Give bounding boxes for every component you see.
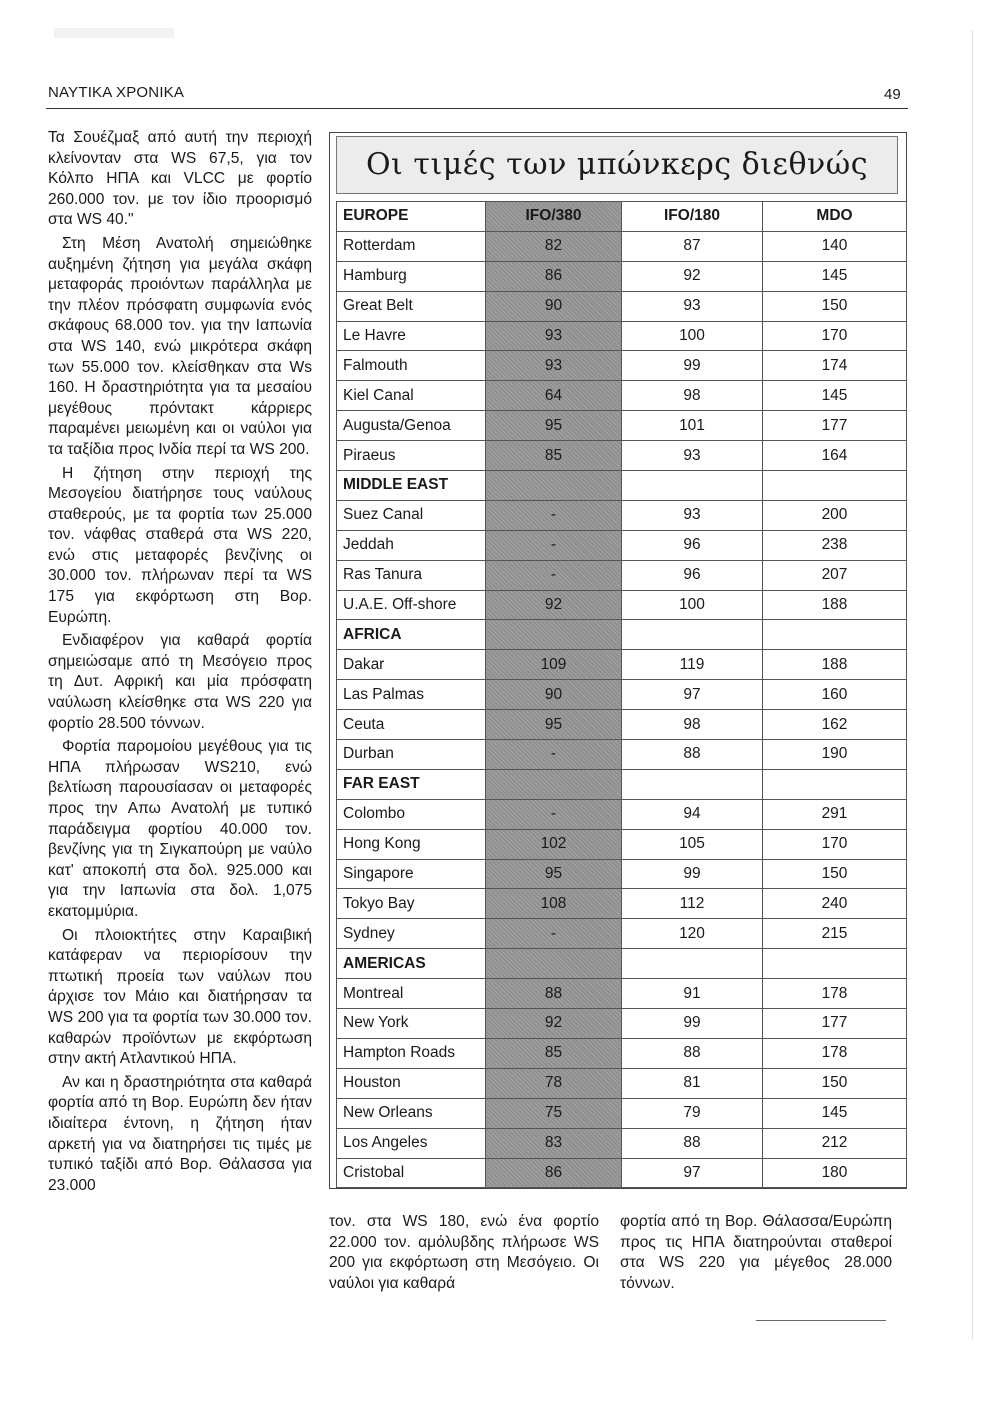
ifo180-price-cell: 112 bbox=[622, 889, 763, 919]
table-row bbox=[337, 859, 907, 889]
ifo180-price-cell: 119 bbox=[622, 650, 763, 680]
ifo180-price-cell: 97 bbox=[622, 680, 763, 710]
port-name-cell: Las Palmas bbox=[337, 680, 486, 710]
mdo-price-cell: 180 bbox=[763, 1158, 907, 1188]
table-row bbox=[337, 351, 907, 381]
ifo180-price-cell: 99 bbox=[622, 859, 763, 889]
mdo-price-cell: 178 bbox=[763, 979, 907, 1009]
paragraph: Φορτία παρομοίου μεγέθους για τις ΗΠΑ πλήρωσαν WS210, ενώ βελτίωση παρουσίασαν οι μεταφορές προς την Απω Ανατολή με τυπικό παράδειγμα φορτίου 40.000 τον. βενζίνης για τη Σιγκαπούρη με ναύλο κατ' αποκοπή στα δολ. 925.000 και για την Ιαπωνία στα δολ. 1,075 εκατομμύρια. bbox=[48, 738, 312, 920]
table-row bbox=[337, 590, 907, 620]
table-row bbox=[337, 1158, 907, 1188]
port-name-cell: Singapore bbox=[337, 859, 486, 889]
ifo180-price-cell: 99 bbox=[622, 351, 763, 381]
empty-cell bbox=[486, 620, 622, 650]
empty-cell bbox=[486, 471, 622, 501]
column-header-mdo: MDO bbox=[763, 202, 907, 232]
table-row bbox=[337, 740, 907, 770]
port-name-cell: Sydney bbox=[337, 919, 486, 949]
table-row bbox=[337, 530, 907, 560]
ifo180-price-cell: 96 bbox=[622, 560, 763, 590]
bunker-prices-table bbox=[336, 201, 907, 1188]
table-row bbox=[337, 650, 907, 680]
port-name-cell: Dakar bbox=[337, 650, 486, 680]
port-name-cell: Colombo bbox=[337, 799, 486, 829]
mdo-price-cell: 164 bbox=[763, 441, 907, 471]
table-row bbox=[337, 291, 907, 321]
port-name-cell: Houston bbox=[337, 1068, 486, 1098]
section-label: FAR EAST bbox=[337, 769, 486, 799]
empty-cell bbox=[763, 949, 907, 979]
empty-cell bbox=[486, 769, 622, 799]
ifo180-price-cell: 91 bbox=[622, 979, 763, 1009]
page-number: 49 bbox=[884, 86, 901, 103]
table-row bbox=[337, 829, 907, 859]
table-row bbox=[337, 1098, 907, 1128]
port-name-cell: Ras Tanura bbox=[337, 560, 486, 590]
mdo-price-cell: 238 bbox=[763, 530, 907, 560]
mdo-price-cell: 174 bbox=[763, 351, 907, 381]
mdo-price-cell: 145 bbox=[763, 261, 907, 291]
ifo380-price-cell: 86 bbox=[486, 1158, 622, 1188]
ifo380-price-cell: 90 bbox=[486, 680, 622, 710]
table-row bbox=[337, 441, 907, 471]
empty-cell bbox=[622, 769, 763, 799]
ifo380-price-cell: - bbox=[486, 530, 622, 560]
column-header-ifo180: IFO/180 bbox=[622, 202, 763, 232]
port-name-cell: Durban bbox=[337, 740, 486, 770]
ifo180-price-cell: 81 bbox=[622, 1068, 763, 1098]
mdo-price-cell: 291 bbox=[763, 799, 907, 829]
paragraph: Οι πλοιοκτήτες στην Καραιβική κατάφεραν να περιορίσουν την πτωτική προεία των ναύλων που άρχισε τον Μάιο και διατήρησαν τα WS 200 για τα φορτία των 30.000 τον. καθαρών προϊόντων με εκφόρτωση στην ακτή Ατλαντικού ΗΠΑ. bbox=[48, 926, 312, 1068]
port-name-cell: Hamburg bbox=[337, 261, 486, 291]
port-name-cell: Hong Kong bbox=[337, 829, 486, 859]
mdo-price-cell: 145 bbox=[763, 381, 907, 411]
ifo180-price-cell: 92 bbox=[622, 261, 763, 291]
empty-cell bbox=[763, 620, 907, 650]
running-header-title: ΝΑΥΤΙΚΑ ΧΡΟΝΙΚΑ bbox=[48, 84, 185, 101]
table-row bbox=[337, 889, 907, 919]
port-name-cell: U.A.E. Off-shore bbox=[337, 590, 486, 620]
mdo-price-cell: 178 bbox=[763, 1038, 907, 1068]
ifo380-price-cell: 78 bbox=[486, 1068, 622, 1098]
mdo-price-cell: 160 bbox=[763, 680, 907, 710]
table-row bbox=[337, 231, 907, 261]
paragraph: Ενδιαφέρον για καθαρά φορτία σημειώσαμε από τη Μεσόγειο προς τη Δυτ. Αφρική και μία πρόσφατη ναύλωση κλείσθηκε στα WS 220 για φορτίο 28.500 τόννων. bbox=[48, 632, 312, 732]
ifo180-price-cell: 101 bbox=[622, 411, 763, 441]
mdo-price-cell: 140 bbox=[763, 231, 907, 261]
mdo-price-cell: 150 bbox=[763, 859, 907, 889]
table-row bbox=[337, 1038, 907, 1068]
ifo380-price-cell: 85 bbox=[486, 441, 622, 471]
ifo180-price-cell: 98 bbox=[622, 710, 763, 740]
ifo180-price-cell: 87 bbox=[622, 231, 763, 261]
empty-cell bbox=[763, 769, 907, 799]
port-name-cell: Hampton Roads bbox=[337, 1038, 486, 1068]
mdo-price-cell: 150 bbox=[763, 1068, 907, 1098]
mdo-price-cell: 200 bbox=[763, 500, 907, 530]
column-header-ifo380: IFO/380 bbox=[486, 202, 622, 232]
empty-cell bbox=[486, 949, 622, 979]
bottom-right-text: φορτία από τη Βορ. Θάλασσα/Ευρώπη προς τις ΗΠΑ διατηρούνται σταθεροί στα WS 220 για μέγεθος 28.000 τόννων. bbox=[620, 1213, 892, 1292]
port-name-cell: Rotterdam bbox=[337, 231, 486, 261]
ifo180-price-cell: 96 bbox=[622, 530, 763, 560]
ifo180-price-cell: 88 bbox=[622, 740, 763, 770]
ifo180-price-cell: 98 bbox=[622, 381, 763, 411]
ifo180-price-cell: 88 bbox=[622, 1128, 763, 1158]
table-section-row bbox=[337, 769, 907, 799]
ifo380-price-cell: 83 bbox=[486, 1128, 622, 1158]
ifo180-price-cell: 97 bbox=[622, 1158, 763, 1188]
paragraph: Τα Σουέζμαξ από αυτή την περιοχή κλείνονταν στα WS 67,5, για τον Κόλπο ΗΠΑ και VLCC με φορτίο 260.000 τον. με τον ίδιο προορισμό στα WS 40." bbox=[48, 129, 312, 229]
table-row bbox=[337, 381, 907, 411]
ifo180-price-cell: 100 bbox=[622, 590, 763, 620]
mdo-price-cell: 145 bbox=[763, 1098, 907, 1128]
mdo-price-cell: 170 bbox=[763, 321, 907, 351]
table-row bbox=[337, 1128, 907, 1158]
section-label: AMERICAS bbox=[337, 949, 486, 979]
ifo180-price-cell: 94 bbox=[622, 799, 763, 829]
table-row bbox=[337, 919, 907, 949]
table-row bbox=[337, 500, 907, 530]
table-row bbox=[337, 799, 907, 829]
mdo-price-cell: 150 bbox=[763, 291, 907, 321]
ifo180-price-cell: 93 bbox=[622, 500, 763, 530]
port-name-cell: Kiel Canal bbox=[337, 381, 486, 411]
ifo380-price-cell: 90 bbox=[486, 291, 622, 321]
ifo380-price-cell: 85 bbox=[486, 1038, 622, 1068]
mdo-price-cell: 215 bbox=[763, 919, 907, 949]
table-row bbox=[337, 261, 907, 291]
mdo-price-cell: 162 bbox=[763, 710, 907, 740]
ifo180-price-cell: 100 bbox=[622, 321, 763, 351]
port-name-cell: Augusta/Genoa bbox=[337, 411, 486, 441]
ifo380-price-cell: - bbox=[486, 919, 622, 949]
port-name-cell: Ceuta bbox=[337, 710, 486, 740]
table-body bbox=[337, 231, 907, 1188]
column-header-region: EUROPE bbox=[337, 202, 486, 232]
left-text-column bbox=[48, 128, 312, 1199]
port-name-cell: Montreal bbox=[337, 979, 486, 1009]
ifo380-price-cell: 93 bbox=[486, 351, 622, 381]
table-header-row bbox=[337, 202, 907, 232]
port-name-cell: Piraeus bbox=[337, 441, 486, 471]
table-section-row bbox=[337, 471, 907, 501]
mdo-price-cell: 207 bbox=[763, 560, 907, 590]
section-label: MIDDLE EAST bbox=[337, 471, 486, 501]
ifo380-price-cell: - bbox=[486, 500, 622, 530]
ifo380-price-cell: 109 bbox=[486, 650, 622, 680]
scan-artifact bbox=[54, 28, 174, 38]
table-row bbox=[337, 411, 907, 441]
port-name-cell: Cristobal bbox=[337, 1158, 486, 1188]
table-section-row bbox=[337, 620, 907, 650]
port-name-cell: Tokyo Bay bbox=[337, 889, 486, 919]
ifo380-price-cell: - bbox=[486, 799, 622, 829]
ifo380-price-cell: 75 bbox=[486, 1098, 622, 1128]
empty-cell bbox=[622, 620, 763, 650]
table-row bbox=[337, 1068, 907, 1098]
ifo380-price-cell: 93 bbox=[486, 321, 622, 351]
port-name-cell: Great Belt bbox=[337, 291, 486, 321]
ifo380-price-cell: - bbox=[486, 740, 622, 770]
mdo-price-cell: 188 bbox=[763, 590, 907, 620]
ifo180-price-cell: 79 bbox=[622, 1098, 763, 1128]
port-name-cell: New Orleans bbox=[337, 1098, 486, 1128]
empty-cell bbox=[622, 949, 763, 979]
ifo180-price-cell: 120 bbox=[622, 919, 763, 949]
ifo180-price-cell: 88 bbox=[622, 1038, 763, 1068]
ifo380-price-cell: 64 bbox=[486, 381, 622, 411]
end-of-article-rule bbox=[756, 1320, 886, 1321]
mdo-price-cell: 188 bbox=[763, 650, 907, 680]
ifo380-price-cell: 82 bbox=[486, 231, 622, 261]
ifo380-price-cell: 108 bbox=[486, 889, 622, 919]
ifo380-price-cell: 92 bbox=[486, 590, 622, 620]
table-row bbox=[337, 1009, 907, 1039]
table-row bbox=[337, 680, 907, 710]
bottom-middle-text: τον. στα WS 180, ενώ ένα φορτίο 22.000 τον. αμόλυβδης πλήρωσε WS 200 για εκφόρτωση στη Μεσόγειο. Οι ναύλοι για καθαρά bbox=[329, 1213, 599, 1292]
table-row bbox=[337, 560, 907, 590]
ifo380-price-cell: 86 bbox=[486, 261, 622, 291]
mdo-price-cell: 240 bbox=[763, 889, 907, 919]
ifo380-price-cell: 92 bbox=[486, 1009, 622, 1039]
ifo180-price-cell: 105 bbox=[622, 829, 763, 859]
ifo380-price-cell: 88 bbox=[486, 979, 622, 1009]
table-section-row bbox=[337, 949, 907, 979]
mdo-price-cell: 190 bbox=[763, 740, 907, 770]
port-name-cell: Le Havre bbox=[337, 321, 486, 351]
ifo380-price-cell: - bbox=[486, 560, 622, 590]
empty-cell bbox=[622, 471, 763, 501]
mdo-price-cell: 212 bbox=[763, 1128, 907, 1158]
paragraph: Στη Μέση Ανατολή σημειώθηκε αυξημένη ζήτηση για μεγάλα σκάφη μεταφοράς προιόντων παράλληλα με την πλέον πρόσφατη συμφωνία ενός σκάφους 68.000 τον. για την Ιαπωνία στα WS 140, ενώ μικρότερα σκάφη των 55.000 τον. κλείσθηκαν στα Ws 160. Η δραστηριότητα για τα μεσαίου μεγέθους πρόντακτ κάρριερς παραμένει μειωμένη και οι ναύλοι για τα ταξίδια προς Ινδία περί τα WS 200. bbox=[48, 234, 312, 458]
port-name-cell: Los Angeles bbox=[337, 1128, 486, 1158]
empty-cell bbox=[763, 471, 907, 501]
ifo180-price-cell: 93 bbox=[622, 291, 763, 321]
port-name-cell: Falmouth bbox=[337, 351, 486, 381]
paragraph: Η ζήτηση στην περιοχή της Μεσογείου διατήρησε τους ναύλους σταθερούς, με τα φορτία των 25.000 τον. νάφθας σταθερά στα WS 220, ενώ στις μεταφορές βενζίνης οι 30.000 τον. πλήρωναν περί τα WS 175 για εκφόρτωση στη Βορ. Ευρώπη. bbox=[48, 464, 312, 626]
ifo380-price-cell: 95 bbox=[486, 710, 622, 740]
ifo180-price-cell: 99 bbox=[622, 1009, 763, 1039]
port-name-cell: New York bbox=[337, 1009, 486, 1039]
section-label: AFRICA bbox=[337, 620, 486, 650]
mdo-price-cell: 177 bbox=[763, 411, 907, 441]
header-rule bbox=[46, 108, 908, 109]
ifo380-price-cell: 102 bbox=[486, 829, 622, 859]
table-row bbox=[337, 710, 907, 740]
paragraph: Αν και η δραστηριότητα στα καθαρά φορτία από τη Βορ. Ευρώπη δεν ήταν ιδιαίτερα έντονη, η ζήτηση ήταν αρκετή για να διατηρήσει τις τιμές με τυπικό ταξίδι από Βορ. Θάλασσα για 23.000 bbox=[48, 1073, 312, 1194]
page-edge-line bbox=[972, 30, 973, 1340]
ifo380-price-cell: 95 bbox=[486, 411, 622, 441]
table-row bbox=[337, 979, 907, 1009]
ifo380-price-cell: 95 bbox=[486, 859, 622, 889]
port-name-cell: Suez Canal bbox=[337, 500, 486, 530]
bunker-table-title: Οι τιμές των μπώνκερς διεθνώς bbox=[336, 136, 898, 194]
mdo-price-cell: 170 bbox=[763, 829, 907, 859]
mdo-price-cell: 177 bbox=[763, 1009, 907, 1039]
port-name-cell: Jeddah bbox=[337, 530, 486, 560]
ifo180-price-cell: 93 bbox=[622, 441, 763, 471]
table-row bbox=[337, 321, 907, 351]
